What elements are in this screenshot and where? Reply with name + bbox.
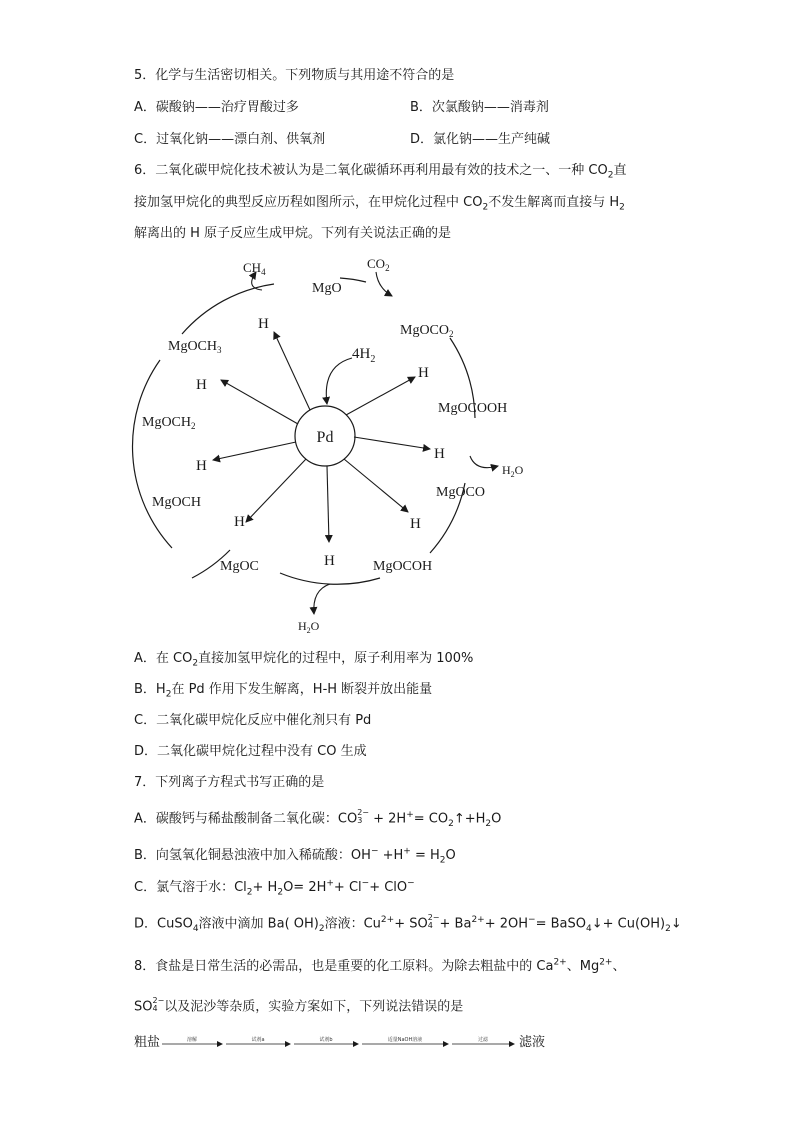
mgoch3-label: MgOCH$_3$: [168, 339, 222, 355]
h-label-4: H: [410, 516, 421, 532]
h2o-label-1: $H_2O$: [502, 463, 524, 479]
mgoc-label: MgOC: [220, 559, 259, 574]
h-label-7: H: [196, 458, 207, 474]
h-label-6: H: [234, 514, 245, 530]
q7-option-c: C．氯气溶于水：$Cl_2+ H_2O= 2H^++ Cl^-+ ClO^-$: [134, 878, 415, 898]
mgoco2-label: MgOCO$_2$: [400, 323, 454, 339]
co2-label: $CO_2$: [367, 256, 390, 273]
h2o-out-arrow-1: [470, 456, 498, 468]
h2-in-arrow: [326, 358, 352, 404]
mgocooh-label: MgOCOOH: [438, 401, 508, 416]
q7-stem: 7．下列离子方程式书写正确的是: [134, 775, 325, 790]
q5-option-d: D．氯化钠——生产纯碱: [410, 132, 551, 147]
q7-option-d: D．CuSO$_4$溶液中滴加 Ba( $OH)_2$溶液：$Cu^{2+}+$ SO 2− 4 + $Ba^{2+}+ 2OH^-=$ BaSO$_4$↓+ $Cu(OH)_2↓$: [134, 913, 682, 935]
q8-stem-line1: 8．食盐是日常生活的必需品，也是重要的化工原料。为除去粗盐中的 $Ca^{2+}$、$Mg^{2+}$、: [134, 957, 626, 974]
q6-option-c: C．二氧化碳甲烷化反应中催化剂只有 Pd: [134, 713, 372, 728]
q5-stem: 5．化学与生活密切相关。下列物质与其用途不符合的是: [134, 68, 455, 83]
h-label-8: H: [196, 377, 207, 393]
q6-option-a: A．在 $CO_2$直接加氢甲烷化的过程中，原子利用率为 100%: [134, 651, 474, 669]
h-label-1: H: [258, 316, 269, 332]
ch4-label: $CH_4$: [243, 260, 266, 277]
h2-in-label: $4H_2$: [352, 346, 376, 365]
mgo-label: MgO: [312, 281, 342, 296]
flow-start-label: 粗盐: [134, 1035, 161, 1050]
q6-option-b: B．$H_2$在 Pd 作用下发生解离，H-H 断裂并放出能量: [134, 682, 433, 700]
q6-stem-line3: 解离出的 H 原子反应生成甲烷。下列有关说法正确的是: [134, 226, 452, 241]
flow-step-4: 适量NaOH溶液: [387, 1037, 423, 1043]
pd-label: Pd: [316, 429, 334, 446]
h-label-5: H: [324, 553, 335, 569]
mgoch-label: MgOCH: [152, 495, 202, 510]
q7-option-b: B．向氢氧化铜悬浊液中加入稀硫酸：$OH^- +H^+ = H_2O$: [134, 846, 456, 866]
q8-stem-line2: SO 2− 4 以及泥沙等杂质，实验方案如下，下列说法错误的是: [134, 996, 464, 1015]
flow-step-1: 溶解: [186, 1037, 198, 1043]
flow-step-2: 试剂a: [251, 1037, 265, 1043]
co2-in-arrow: [376, 272, 392, 296]
h-label-3: H: [434, 446, 445, 462]
q5-option-a: A．碳酸钠——治疗胃酸过多: [134, 100, 299, 115]
flow-step-5: 过滤: [477, 1037, 489, 1043]
q6-stem-line2: 接加氢甲烷化的典型反应历程如图所示，在甲烷化过程中 $CO_2$不发生解离而直接与 $H_2$: [134, 195, 625, 213]
q5-option-b: B．次氯酸钠——消毒剂: [410, 100, 549, 115]
q6-option-d: D．二氧化碳甲烷化过程中没有 CO 生成: [134, 744, 367, 759]
flow-step-3: 试剂b: [319, 1037, 333, 1043]
mgocoh-label: MgOCOH: [373, 559, 433, 574]
q5-option-c: C．过氧化钠——漂白剂、供氧剂: [134, 132, 326, 147]
purification-flow: [160, 1035, 518, 1051]
flow-end-label: 滤液: [519, 1035, 546, 1050]
mgoch2-label: MgOCH$_2$: [142, 415, 196, 431]
mgoco-label: MgOCO: [436, 485, 486, 500]
methanation-cycle-diagram: [130, 248, 530, 640]
h2o-label-2: $H_2O$: [298, 619, 320, 635]
h-label-2: H: [418, 365, 429, 381]
q7-option-a: A．碳酸钙与稀盐酸制备二氧化碳：CO 2− 3 + $2H^+= CO_2↑+H_2O$: [134, 808, 502, 830]
q6-stem-line1: 6．二氧化碳甲烷化技术被认为是二氧化碳循环再利用最有效的技术之一、一种 $CO_2$直: [134, 163, 627, 181]
h2o-out-arrow-2: [314, 584, 330, 614]
